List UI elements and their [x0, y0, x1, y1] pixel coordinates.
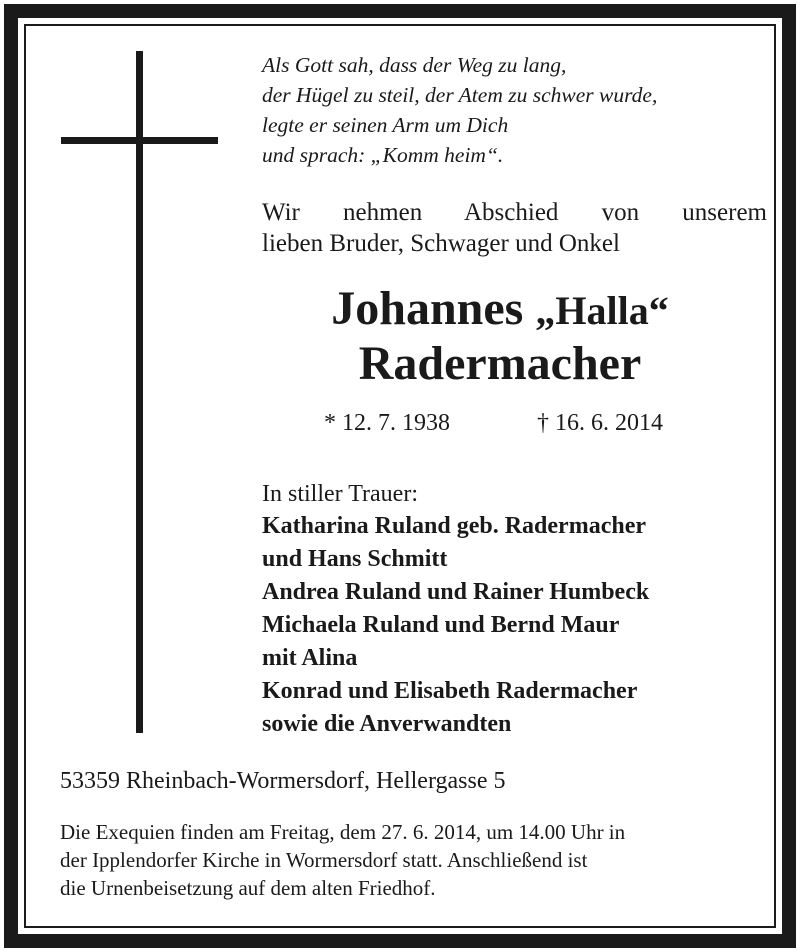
deceased-first-name: Johannes [331, 282, 524, 335]
mourner-line: und Hans Schmitt [262, 546, 448, 572]
mourners-section [262, 478, 762, 741]
cross-icon-vertical-beam [136, 51, 143, 733]
birth-date: * 12. 7. 1938 [324, 410, 450, 436]
memorial-poem [262, 50, 762, 170]
poem-line: legte er seinen Arm um Dich [262, 113, 509, 137]
mourners-label: In stiller Trauer: [262, 481, 418, 507]
mourners-list [262, 510, 762, 741]
death-date: † 16. 6. 2014 [537, 410, 663, 436]
deceased-nickname: „Halla“ [535, 288, 669, 333]
service-line: der Ipplendorfer Kirche in Wormersdorf statt. Anschließend ist [60, 848, 588, 872]
cross-icon-horizontal-beam [61, 137, 218, 144]
funeral-service-notice [60, 818, 743, 902]
service-line: die Urnenbeisetzung auf dem alten Friedhof. [60, 876, 436, 900]
intro-line: Wir nehmen Abschied von unserem [262, 199, 767, 226]
life-dates [324, 408, 684, 438]
poem-line: und sprach: „Komm heim“. [262, 143, 504, 167]
mourner-line: sowie die Anverwandten [262, 711, 512, 737]
poem-line: Als Gott sah, dass der Weg zu lang, [262, 53, 567, 77]
mourner-line: mit Alina [262, 645, 358, 671]
mourner-line: Konrad und Elisabeth Radermacher [262, 678, 638, 704]
farewell-intro [262, 197, 767, 259]
deceased-surname: Radermacher [358, 337, 642, 390]
mourner-line: Michaela Ruland und Bernd Maur [262, 612, 620, 638]
intro-line: lieben Bruder, Schwager und Onkel [262, 230, 620, 257]
deceased-name [250, 282, 750, 390]
poem-line: der Hügel zu steil, der Atem zu schwer wurde, [262, 83, 658, 107]
family-address: 53359 Rheinbach-Wormersdorf, Hellergasse 5 [60, 768, 506, 794]
service-line: Die Exequien finden am Freitag, dem 27. 6. 2014, um 14.00 Uhr in [60, 820, 626, 844]
mourner-line: Katharina Ruland geb. Radermacher [262, 513, 646, 539]
mourner-line: Andrea Ruland und Rainer Humbeck [262, 579, 650, 605]
